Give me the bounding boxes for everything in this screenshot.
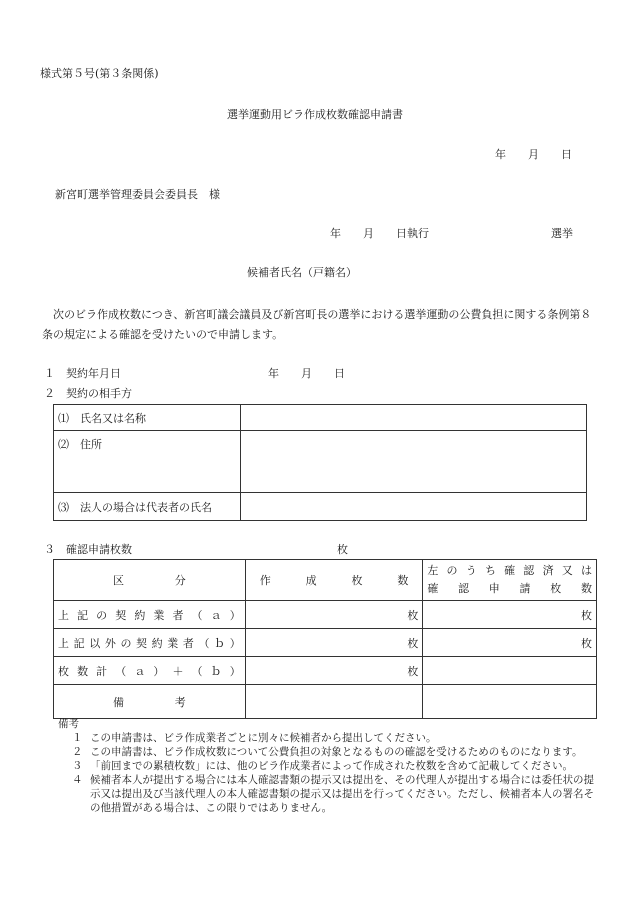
election-word: 選挙	[551, 227, 573, 240]
application-statement: 次のビラ作成枚数につき、新宮町議会議員及び新宮町長の選挙における選挙運動の公費負担に関する条例第８条の規定による確認を受けたいので申請します。	[42, 308, 592, 341]
note-item: ２ この申請書は、ビラ作成枚数について公費負担の対象となるものの確認を受けるためのものになります。	[72, 746, 583, 758]
request-count-label: ３ 確認申請枚数	[44, 543, 132, 556]
label-char: 外	[104, 636, 116, 650]
label-char: の	[96, 608, 108, 622]
label-char: 左	[427, 564, 439, 577]
party-address-label: ⑵ 住所	[54, 431, 241, 493]
label-char: 又	[561, 564, 573, 577]
contract-party-table	[53, 404, 587, 521]
label-char: 契	[115, 608, 127, 622]
label-char: 成	[305, 574, 317, 587]
table-row	[54, 601, 597, 629]
label-char: （	[198, 636, 210, 650]
party-name-field[interactable]	[241, 405, 587, 431]
label-char: ａ	[134, 664, 146, 678]
note-item: １ この申請書は、ビラ作成業者ごとに別々に候補者から提出してください。	[72, 732, 437, 744]
document-title: 選挙運動用ビラ作成枚数確認申請書	[227, 108, 403, 121]
request-count-unit: 枚	[337, 543, 348, 556]
label-char: 者	[172, 608, 184, 622]
label-char: 申	[488, 582, 500, 595]
label-char: 記	[77, 608, 89, 622]
label-char: 記	[73, 636, 85, 650]
label-char: ）	[229, 608, 241, 622]
row-label-contractor-a	[54, 601, 246, 629]
label-char: （	[191, 664, 203, 678]
label-char: ＋	[172, 664, 184, 678]
addressee: 新宮町選挙管理委員会委員長 様	[55, 188, 220, 201]
created-count-header	[245, 560, 423, 601]
notes-heading: 備考	[58, 718, 79, 730]
created-count-cell[interactable]: 枚	[245, 601, 423, 629]
notes-section	[58, 717, 598, 815]
label-char: ）	[229, 664, 241, 678]
confirmed-count-cell[interactable]	[423, 657, 597, 685]
label-char: ｂ	[210, 664, 222, 678]
label-char: （	[115, 664, 127, 678]
label-char: は	[580, 564, 592, 577]
label-char: 上	[58, 636, 69, 650]
label-char: 約	[151, 636, 163, 650]
label-char: ち	[484, 564, 496, 577]
sheet-count-table	[53, 559, 597, 719]
candidate-name-label: 候補者氏名（戸籍名）	[247, 266, 357, 279]
application-date: 年 月 日	[495, 148, 572, 161]
table-row	[54, 493, 587, 521]
representative-name-field[interactable]	[241, 493, 587, 521]
label-char: 業	[153, 608, 165, 622]
label-char: 枚	[351, 574, 363, 587]
row-label-total	[54, 657, 246, 685]
label-char: 上	[58, 608, 69, 622]
label-char: う	[465, 564, 477, 577]
note-item: ３ 「前回までの累積枚数」には、他のビラ作成業者によって作成された枚数を含めて記載してください。	[72, 760, 573, 772]
table-row	[54, 629, 597, 657]
party-address-field[interactable]	[241, 431, 587, 493]
label-char: 数	[77, 664, 89, 678]
label-char: 作	[259, 574, 271, 587]
label-char: 約	[134, 608, 146, 622]
confirmed-count-cell[interactable]: 枚	[423, 601, 597, 629]
party-name-label: ⑴ 氏名又は名称	[54, 405, 241, 431]
remarks-label	[54, 685, 246, 719]
table-row	[54, 405, 587, 431]
label-char: 以	[89, 636, 101, 650]
label-char: 計	[96, 664, 108, 678]
label-char: 区	[113, 574, 124, 587]
label-char: 済	[542, 564, 554, 577]
label-char: ）	[153, 664, 165, 678]
created-count-cell[interactable]: 枚	[245, 657, 423, 685]
representative-name-label: ⑶ 法人の場合は代表者の氏名	[54, 493, 241, 521]
label-char: 分	[174, 574, 186, 587]
label-char: 契	[136, 636, 148, 650]
label-char: ｂ	[214, 636, 226, 650]
label-char: 備	[113, 695, 124, 709]
label-char: ａ	[210, 608, 222, 622]
confirmed-count-cell[interactable]: 枚	[423, 629, 597, 657]
table-header-row	[54, 560, 597, 601]
label-char: の	[446, 564, 458, 577]
election-date: 年 月 日執行	[330, 227, 429, 240]
label-char: 枚	[550, 582, 562, 595]
table-row	[54, 685, 597, 719]
label-char: 確	[504, 564, 516, 577]
remarks-field[interactable]	[245, 685, 423, 719]
label-char: 業	[167, 636, 179, 650]
label-char: 確	[427, 582, 439, 595]
row-label-contractor-b	[54, 629, 246, 657]
label-char: 認	[458, 582, 470, 595]
contract-party-label: ２ 契約の相手方	[44, 387, 132, 400]
label-char: ）	[229, 636, 241, 650]
label-char: 認	[523, 564, 535, 577]
category-header	[54, 560, 246, 601]
contract-date-value: 年 月 日	[268, 367, 345, 380]
confirmed-count-header	[423, 560, 597, 601]
table-row	[54, 431, 587, 493]
note-item: ４ 候補者本人が提出する場合には本人確認書類の提示又は提出を、その代理人が提出する場合には委任状の提示又は提出及び当該代理人の本人確認書類の提示又は提出を行ってください。ただし、候補者本人の署名その他措置がある場合は、この限りではありません。	[72, 774, 594, 814]
label-char: 考	[174, 695, 186, 709]
label-char: 枚	[58, 664, 69, 678]
label-char: の	[120, 636, 132, 650]
form-number: 様式第５号(第３条関係)	[40, 67, 159, 80]
label-char: 請	[519, 582, 531, 595]
contract-date-label: １ 契約年月日	[44, 367, 121, 380]
label-char: 数	[397, 574, 409, 587]
created-count-cell[interactable]: 枚	[245, 629, 423, 657]
label-char: 者	[182, 636, 194, 650]
label-char: 数	[580, 582, 592, 595]
table-row	[54, 657, 597, 685]
label-char: （	[191, 608, 203, 622]
remarks-field-2[interactable]	[423, 685, 597, 719]
